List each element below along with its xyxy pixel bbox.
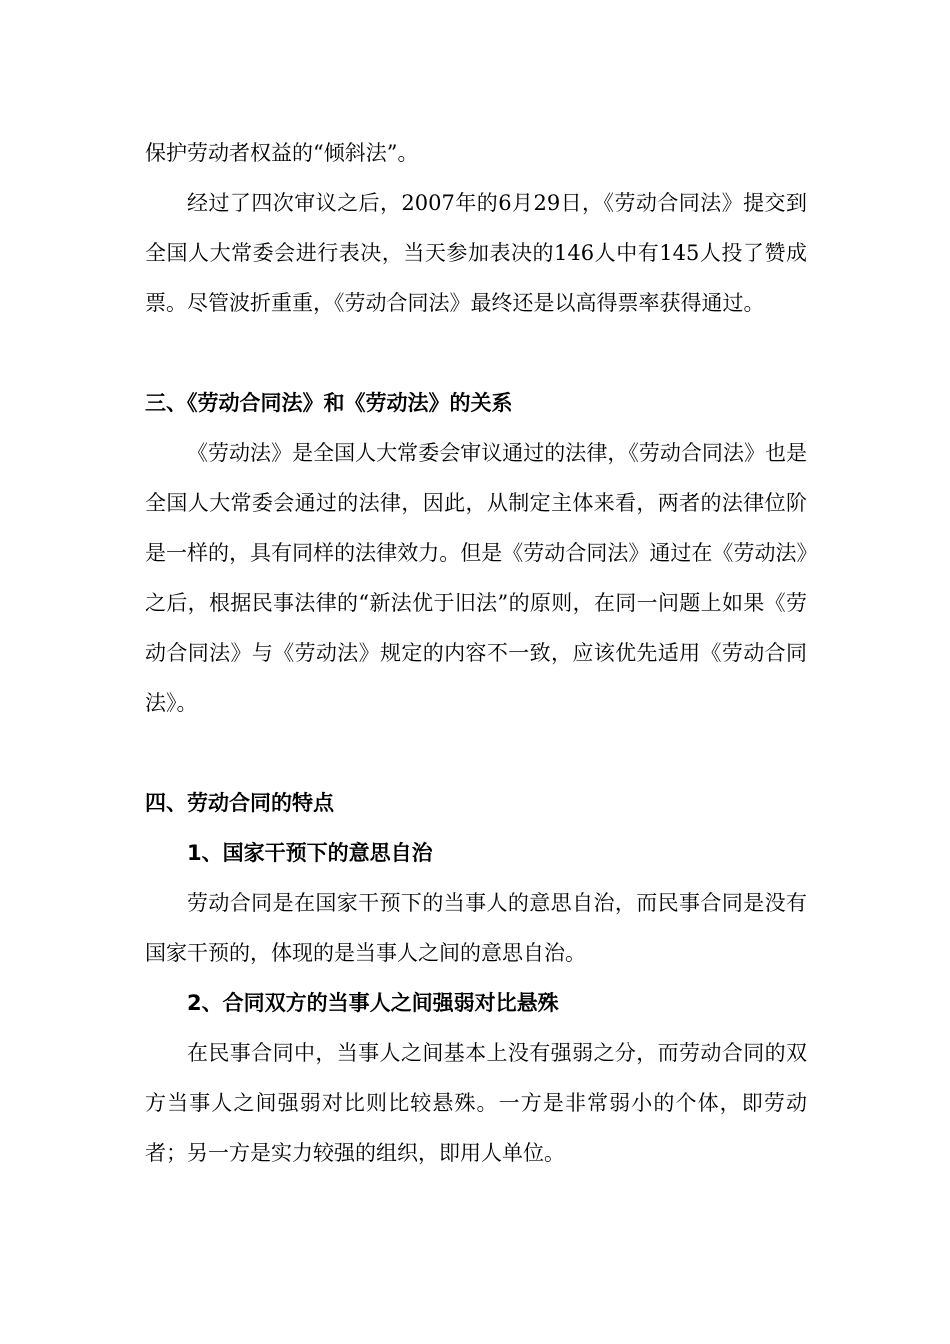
paragraph-power-imbalance: 在民事合同中，当事人之间基本上没有强弱之分，而劳动合同的双方当事人之间强弱对比则比较悬殊。一方是非常弱小的个体，即劳动者；另一方是实力较强的组织，即用人单位。 [145, 1041, 807, 1165]
subheading-1: 1、国家干预下的意思自治 [187, 841, 433, 865]
subheading-2: 2、合同双方的当事人之间强弱对比悬殊 [187, 991, 559, 1015]
document-body [145, 128, 807, 1178]
paragraph-law-adoption: 经过了四次审议之后，2007年的6月29日，《劳动合同法》提交到全国人大常委会进行表决，当天参加表决的146人中有145人投了赞成票。尽管波折重重，《劳动合同法》最终还是以高得票率获得通过。 [145, 191, 807, 315]
paragraph-state-intervention: 劳动合同是在国家干预下的当事人的意思自治，而民事合同是没有国家干预的，体现的是当事人之间的意思自治。 [145, 891, 807, 965]
spacer [145, 728, 807, 778]
heading-section-3: 三、《劳动合同法》和《劳动法》的关系 [145, 391, 513, 415]
spacer [145, 328, 807, 378]
paragraph-tilted-law-ending: 保护劳动者权益的“倾斜法”。 [145, 141, 419, 165]
heading-section-4: 四、劳动合同的特点 [145, 791, 334, 815]
paragraph-law-relationship: 《劳动法》是全国人大常委会审议通过的法律，《劳动合同法》也是全国人大常委会通过的法律，因此，从制定主体来看，两者的法律位阶是一样的，具有同样的法律效力。但是《劳动合同法》通过在《劳动法》之后，根据民事法律的“新法优于旧法”的原则，在同一问题上如果《劳动合同法》与《劳动法》规定的内容不一致，应该优先适用《劳动合同法》。 [145, 441, 807, 715]
